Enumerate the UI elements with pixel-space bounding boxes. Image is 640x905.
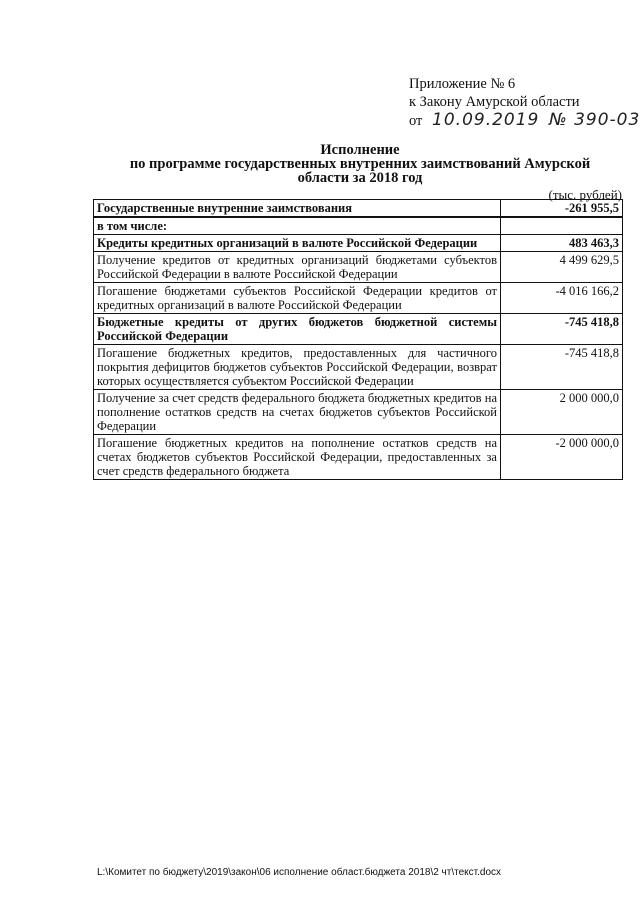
attachment-date-line: [409, 110, 640, 130]
table-row: [94, 345, 623, 390]
row-value: -745 418,8: [501, 314, 623, 345]
row-name: в том числе:: [94, 217, 501, 235]
title-line-2: по программе государственных внутренних заимствований Амурской: [129, 156, 591, 172]
title-line-3: области за 2018 год: [297, 170, 423, 186]
table-row: [94, 283, 623, 314]
row-value: -4 016 166,2: [501, 283, 623, 314]
table-row: [94, 435, 623, 480]
row-name: Получение за счет средств федерального бюджета бюджетных кредитов на пополнение остатков средств на счетах бюджетов субъектов Российской Федерации: [94, 390, 501, 435]
row-name: Кредиты кредитных организаций в валюте Российской Федерации: [94, 235, 501, 252]
attachment-block: [409, 75, 640, 130]
attachment-law: к Закону Амурской области: [409, 94, 580, 110]
attachment-number: Приложение № 6: [409, 76, 516, 92]
row-value: 4 499 629,5: [501, 252, 623, 283]
row-value: -261 955,5: [501, 200, 623, 218]
row-name: Государственные внутренние заимствования: [94, 200, 501, 218]
table-row: [94, 217, 623, 235]
table-row: [94, 390, 623, 435]
row-name: Погашение бюджетных кредитов на пополнение остатков средств на счетах бюджетов субъектов Российской Федерации, предоставленных за счет средств федерального бюджета: [94, 435, 501, 480]
row-name: Погашение бюджетами субъектов Российской Федерации кредитов от кредитных организаций в валюте Российской Федерации: [94, 283, 501, 314]
row-value: [501, 217, 623, 235]
borrowings-table: [93, 199, 623, 480]
row-value: -745 418,8: [501, 345, 623, 390]
attachment-date-prefix: от: [409, 113, 423, 129]
row-name: Бюджетные кредиты от других бюджетов бюджетной системы Российской Федерации: [94, 314, 501, 345]
row-name: Погашение бюджетных кредитов, предоставленных для частичного покрытия дефицитов бюджетов субъектов Российской Федерации, возврат которых осуществляется субъектом Российской Федерации: [94, 345, 501, 390]
row-value: -2 000 000,0: [501, 435, 623, 480]
row-value: 483 463,3: [501, 235, 623, 252]
file-path-footer: L:\Комитет по бюджету\2019\закон\06 исполнение област.бюджета 2018\2 чт\текст.docx: [97, 867, 502, 878]
table-row: [94, 252, 623, 283]
table-row: [94, 314, 623, 345]
row-name: Получение кредитов от кредитных организаций бюджетами субъектов Российской Федерации в валюте Российской Федерации: [94, 252, 501, 283]
document-title: [95, 143, 625, 185]
units-label: (тыс. рублей): [548, 187, 622, 202]
title-line-1: Исполнение: [320, 142, 400, 158]
table-row: [94, 235, 623, 252]
handwritten-date: 10.09.2019: [432, 110, 540, 130]
row-value: 2 000 000,0: [501, 390, 623, 435]
table-row: [94, 200, 623, 218]
handwritten-number: № 390-03: [549, 110, 640, 130]
